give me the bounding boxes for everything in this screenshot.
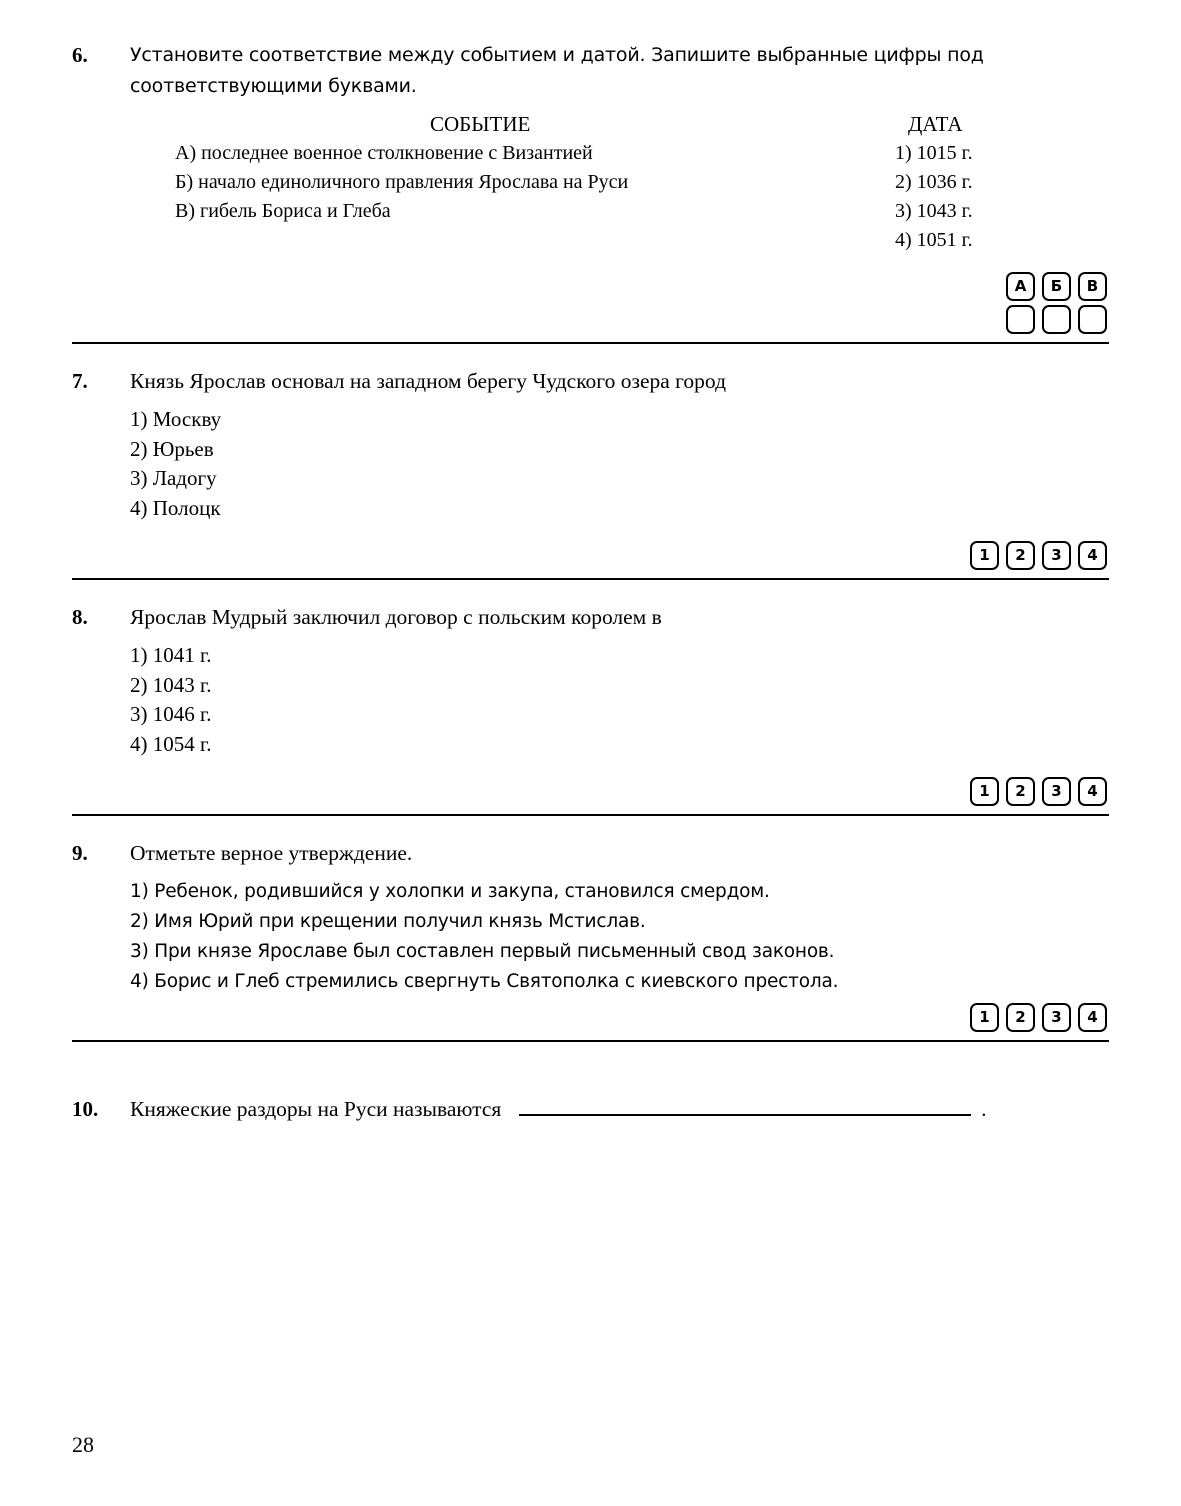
task-6-head bbox=[72, 40, 1109, 102]
task-9-number: 9. bbox=[72, 841, 88, 865]
matching-row bbox=[130, 142, 1109, 171]
task-7-stem: Князь Ярослав основал на западном берегу Чудского озера город bbox=[130, 369, 727, 393]
task-6 bbox=[72, 40, 1109, 344]
task-8-stem: Ярослав Мудрый заключил договор с польским королем в bbox=[130, 605, 662, 629]
task-6-matching-table bbox=[130, 112, 1109, 258]
matching-right-item: 4) 1051 г. bbox=[895, 229, 973, 251]
task-8-divider bbox=[72, 814, 1109, 816]
task-9-answer-choice-4[interactable]: 4 bbox=[1078, 1003, 1107, 1032]
answer-input-a[interactable] bbox=[1006, 305, 1035, 334]
task-8-answer-choice-4[interactable]: 4 bbox=[1078, 777, 1107, 806]
task-8-answer-choice-2[interactable]: 2 bbox=[1006, 777, 1035, 806]
answer-letter-v: В bbox=[1078, 272, 1107, 301]
answer-letter-a: А bbox=[1006, 272, 1035, 301]
task-9-answer-choice-1[interactable]: 1 bbox=[970, 1003, 999, 1032]
task-10-stem: Княжеские раздоры на Руси называются bbox=[130, 1097, 502, 1121]
task-10-number: 10. bbox=[72, 1097, 99, 1121]
task-8-head bbox=[72, 602, 1109, 633]
task-8-answer-choice-1[interactable]: 1 bbox=[970, 777, 999, 806]
answer-letter-b: Б bbox=[1042, 272, 1071, 301]
task-9-divider bbox=[72, 1040, 1109, 1042]
task-7-number: 7. bbox=[72, 369, 88, 393]
task-8-option[interactable]: 3) 1046 г. bbox=[130, 702, 212, 726]
task-8-option[interactable]: 2) 1043 г. bbox=[130, 672, 212, 697]
matching-row bbox=[130, 229, 1109, 258]
answer-column-a bbox=[1006, 272, 1035, 334]
task-8-answer-choice-3[interactable]: 3 bbox=[1042, 777, 1071, 806]
matching-right-item: 1) 1015 г. bbox=[895, 142, 973, 164]
task-9-option[interactable]: 2) Имя Юрий при крещении получил князь Мстислав. bbox=[130, 911, 646, 932]
task-7-divider bbox=[72, 578, 1109, 580]
task-10-answer-blank[interactable] bbox=[519, 1094, 971, 1116]
matching-header-left: СОБЫТИЕ bbox=[430, 112, 531, 136]
matching-left-item: Б) начало единоличного правления Ярослава на Руси bbox=[175, 171, 629, 193]
task-9-stem: Отметьте верное утверждение. bbox=[130, 841, 413, 865]
task-8 bbox=[72, 602, 1109, 816]
task-9-answer-choice-3[interactable]: 3 bbox=[1042, 1003, 1071, 1032]
answer-column-v bbox=[1078, 272, 1107, 334]
task-9-head bbox=[72, 838, 1109, 869]
matching-header-right: ДАТА bbox=[908, 112, 963, 136]
task-10-period: . bbox=[981, 1097, 987, 1121]
matching-rows bbox=[130, 142, 1109, 258]
task-6-answer-grid bbox=[72, 272, 1109, 334]
task-9-options bbox=[130, 877, 1109, 997]
task-7-head bbox=[72, 366, 1109, 397]
task-7-answer-choice-2[interactable]: 2 bbox=[1006, 541, 1035, 570]
matching-row bbox=[130, 171, 1109, 200]
task-6-number: 6. bbox=[72, 43, 88, 67]
matching-headers bbox=[130, 112, 1109, 142]
task-8-option[interactable]: 4) 1054 г. bbox=[130, 731, 212, 756]
task-7-option[interactable]: 3) Ладогу bbox=[130, 466, 217, 490]
task-8-option[interactable]: 1) 1041 г. bbox=[130, 643, 212, 667]
task-9-option[interactable]: 4) Борис и Глеб стремились свергнуть Святополка с киевского престола. bbox=[130, 971, 839, 992]
task-8-options bbox=[130, 641, 1109, 759]
task-7-option[interactable]: 2) Юрьев bbox=[130, 436, 214, 461]
task-9-option[interactable]: 3) При князе Ярославе был составлен первый письменный свод законов. bbox=[130, 941, 835, 962]
task-9 bbox=[72, 838, 1109, 1042]
task-8-answer-row bbox=[72, 777, 1109, 806]
task-9-answer-row bbox=[72, 1003, 1109, 1032]
task-7-option[interactable]: 4) Полоцк bbox=[130, 495, 221, 520]
task-6-divider bbox=[72, 342, 1109, 344]
task-7-answer-choice-3[interactable]: 3 bbox=[1042, 541, 1071, 570]
matching-right-item: 3) 1043 г. bbox=[895, 200, 973, 222]
task-6-stem: Установите соответствие между событием и датой. Запишите выбранные цифры под соответствующими буквами. bbox=[130, 44, 984, 97]
task-7-options bbox=[130, 405, 1109, 523]
answer-input-v[interactable] bbox=[1078, 305, 1107, 334]
page-number: 28 bbox=[72, 1432, 94, 1457]
task-7-answer-choice-4[interactable]: 4 bbox=[1078, 541, 1107, 570]
task-7-option[interactable]: 1) Москву bbox=[130, 407, 222, 431]
task-7 bbox=[72, 366, 1109, 580]
task-7-answer-row bbox=[72, 541, 1109, 570]
matching-row bbox=[130, 200, 1109, 229]
answer-column-b bbox=[1042, 272, 1071, 334]
task-7-answer-choice-1[interactable]: 1 bbox=[970, 541, 999, 570]
answer-input-b[interactable] bbox=[1042, 305, 1071, 334]
matching-right-item: 2) 1036 г. bbox=[895, 171, 973, 193]
task-8-number: 8. bbox=[72, 605, 88, 629]
task-9-answer-choice-2[interactable]: 2 bbox=[1006, 1003, 1035, 1032]
task-10 bbox=[72, 1094, 1109, 1122]
matching-left-item: В) гибель Бориса и Глеба bbox=[175, 200, 391, 222]
matching-left-item: А) последнее военное столкновение с Византией bbox=[175, 142, 593, 164]
task-9-option[interactable]: 1) Ребенок, родившийся у холопки и закупа, становился смердом. bbox=[130, 881, 770, 902]
